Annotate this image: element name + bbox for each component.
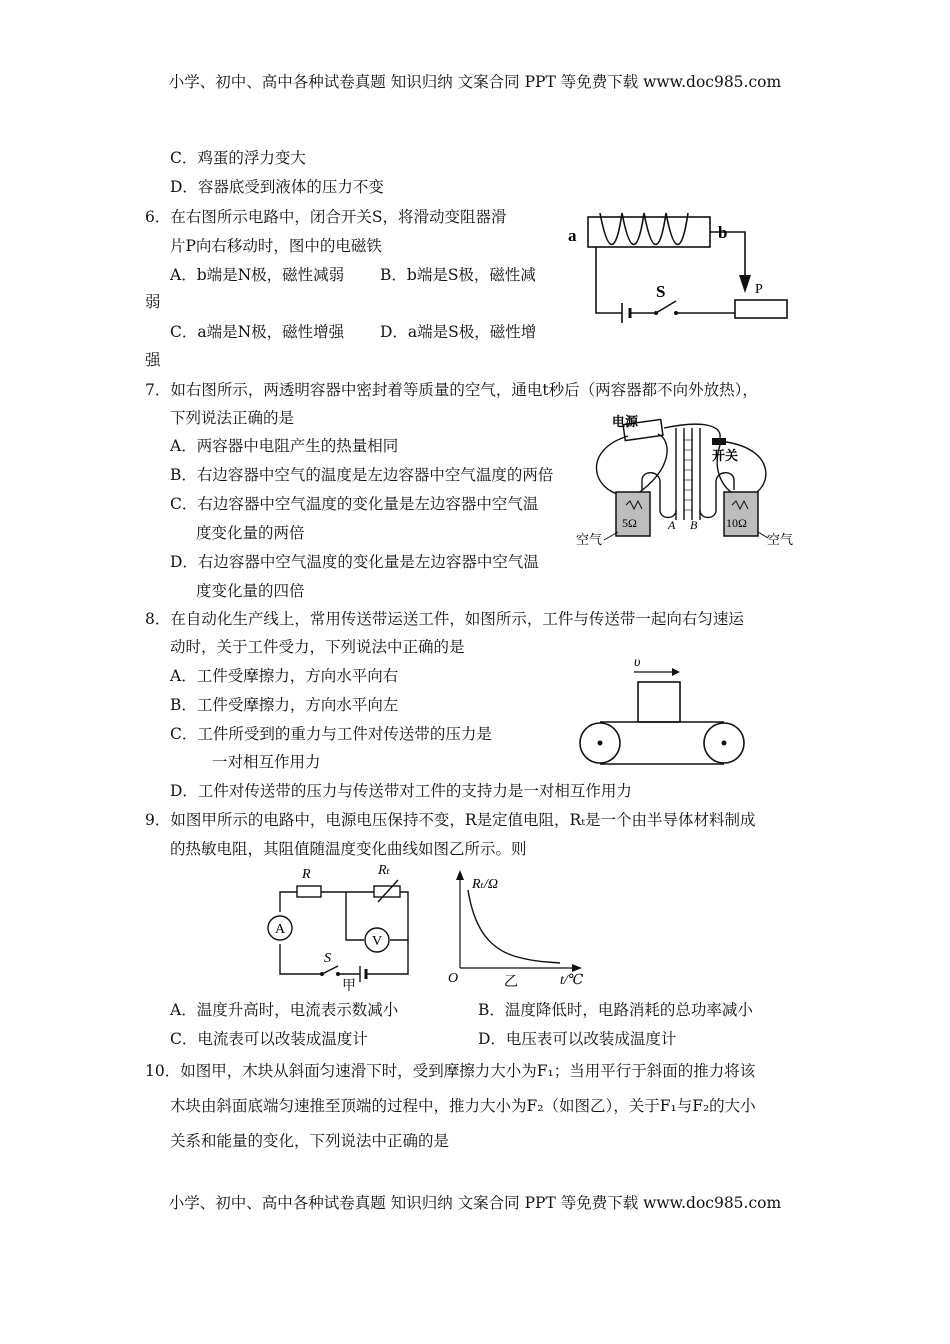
q7-option-b: B．右边容器中空气的温度是左边容器中空气温度的两倍: [170, 466, 554, 484]
q8-option-b: B．工件受摩擦力，方向水平向左: [170, 696, 399, 714]
label-tube-a: A: [668, 518, 676, 532]
q7-stem-line1: 7．如右图所示，两透明容器中密封着等质量的空气，通电t秒后（两容器都不向外放热），: [145, 381, 758, 399]
q6-option-b-wrap: 弱: [145, 293, 161, 311]
page-header: 小学、初中、高中各种试卷真题 知识归纳 文案合同 PPT 等免费下载 www.doc985.com: [168, 73, 782, 91]
q6-option-a: A．b端是N极，磁性减弱: [170, 266, 345, 284]
q8-option-c-line1: C．工件所受到的重力与工件对传送带的压力是: [170, 725, 492, 743]
label-air-left: 空气: [576, 532, 603, 547]
label-x-axis: t/℃: [560, 973, 584, 988]
y-axis-arrow: [456, 870, 464, 880]
wire-left-top: [280, 892, 297, 912]
q7-option-a: A．两容器中电阻产生的热量相同: [170, 437, 399, 455]
q7-stem-line2: 下列说法正确的是: [170, 409, 295, 427]
label-end-a: a: [568, 226, 577, 245]
slider-p-arrow: [739, 275, 751, 293]
label-r: R: [302, 867, 311, 882]
page-footer: 小学、初中、高中各种试卷真题 知识归纳 文案合同 PPT 等免费下载 www.doc985.com: [168, 1194, 782, 1212]
q7-option-d-line1: D．右边容器中空气温度的变化量是左边容器中空气温: [170, 553, 539, 571]
q6-option-c: C．a端是N极，磁性增强: [170, 323, 345, 341]
label-velocity: υ: [634, 655, 641, 670]
q9-circuit-figure-jia: [262, 862, 422, 994]
q6-option-d-wrap: 强: [145, 351, 161, 369]
q6-stem-line2: 片P向右移动时，图中的电磁铁: [170, 237, 382, 255]
wire-right: [390, 892, 408, 940]
rheostat: [735, 300, 787, 318]
wire-right: [710, 232, 745, 275]
q6-option-b: B．b端是S极，磁性减: [380, 266, 536, 284]
label-resistor-10: 10Ω: [726, 516, 747, 530]
label-switch-s: S: [656, 282, 666, 301]
label-y-axis: Rₜ/Ω: [472, 877, 499, 892]
q5-option-c: C．鸡蛋的浮力变大: [170, 149, 306, 167]
q8-conveyor-figure: [572, 652, 747, 770]
x-axis-arrow: [572, 964, 582, 972]
q9-option-a: A．温度升高时，电流表示数减小: [170, 1001, 399, 1019]
label-switch-s: S: [324, 951, 331, 966]
label-tube-b: B: [690, 518, 698, 532]
label-resistor-5: 5Ω: [622, 516, 637, 530]
q7-option-c-line2: 度变化量的两倍: [196, 524, 305, 542]
resistance-curve: [468, 890, 560, 963]
q9-stem-line2: 的热敏电阻，其阻值随温度变化曲线如图乙所示。则: [170, 840, 527, 858]
switch-body: [712, 438, 726, 445]
q10-stem-line2: 木块由斜面底端匀速推至顶端的过程中，推力大小为F₂（如图乙），关于F₁与F₂的大小: [170, 1097, 756, 1115]
q8-option-a: A．工件受摩擦力，方向水平向右: [170, 667, 399, 685]
q6-electromagnet-figure: [560, 205, 790, 330]
q9-option-d: D．电压表可以改装成温度计: [478, 1030, 677, 1048]
label-end-b: b: [718, 223, 728, 242]
label-caption-jia: 甲: [342, 979, 356, 994]
q7-option-d-line2: 度变化量的四倍: [196, 582, 305, 600]
velocity-arrow: [672, 668, 680, 676]
label-voltmeter: V: [372, 934, 383, 949]
q9-stem-line1: 9．如图甲所示的电路中，电源电压保持不变，R是定值电阻，Rₜ是一个由半导体材料制成: [145, 811, 756, 829]
q9-option-b: B．温度降低时，电路消耗的总功率减小: [478, 1001, 753, 1019]
q9-option-c: C．电流表可以改装成温度计: [170, 1030, 368, 1048]
q9-graph-figure-yi: [444, 868, 594, 990]
wire-voltmeter-left: [346, 892, 364, 940]
wire-left: [596, 247, 622, 313]
thermistor-slash: [378, 880, 398, 902]
q10-stem-line1: 10．如图甲，木块从斜面匀速滑下时，受到摩擦力大小为F₁；当用平行于斜面的推力将该: [145, 1062, 756, 1080]
switch-blade: [630, 301, 676, 313]
label-power-supply: 电源: [612, 414, 639, 429]
q8-stem-line2: 动时，关于工件受力，下列说法中正确的是: [170, 638, 465, 656]
q7-heating-figure: [572, 410, 797, 550]
label-origin: O: [448, 971, 459, 986]
label-slider-p: P: [755, 282, 763, 297]
label-ammeter: A: [275, 922, 286, 937]
label-caption-yi: 乙: [504, 975, 518, 990]
resistor-r: [297, 886, 321, 897]
q10-stem-line3: 关系和能量的变化，下列说法中正确的是: [170, 1132, 450, 1150]
wire-left-outer: [596, 436, 628, 495]
label-rt: Rₜ: [378, 863, 391, 878]
workpiece: [638, 682, 680, 722]
q7-option-c-line1: C．右边容器中空气温度的变化量是左边容器中空气温: [170, 495, 539, 513]
q8-option-c-line2: 一对相互作用力: [212, 753, 321, 771]
q8-option-d: D．工件对传送带的压力与传送带对工件的支持力是一对相互作用力: [170, 782, 632, 800]
label-switch: 开关: [712, 448, 739, 463]
wire-left-inner: [634, 434, 667, 496]
q5-option-d: D．容器底受到液体的压力不变: [170, 178, 384, 196]
label-air-right: 空气: [767, 532, 794, 547]
q8-stem-line1: 8．在自动化生产线上，常用传送带运送工件，如图所示，工件与传送带一起向右匀速运: [145, 610, 744, 628]
q6-option-d: D．a端是S极，磁性增: [380, 323, 537, 341]
q6-stem-line1: 6．在右图所示电路中，闭合开关S，将滑动变阻器滑: [145, 208, 507, 226]
